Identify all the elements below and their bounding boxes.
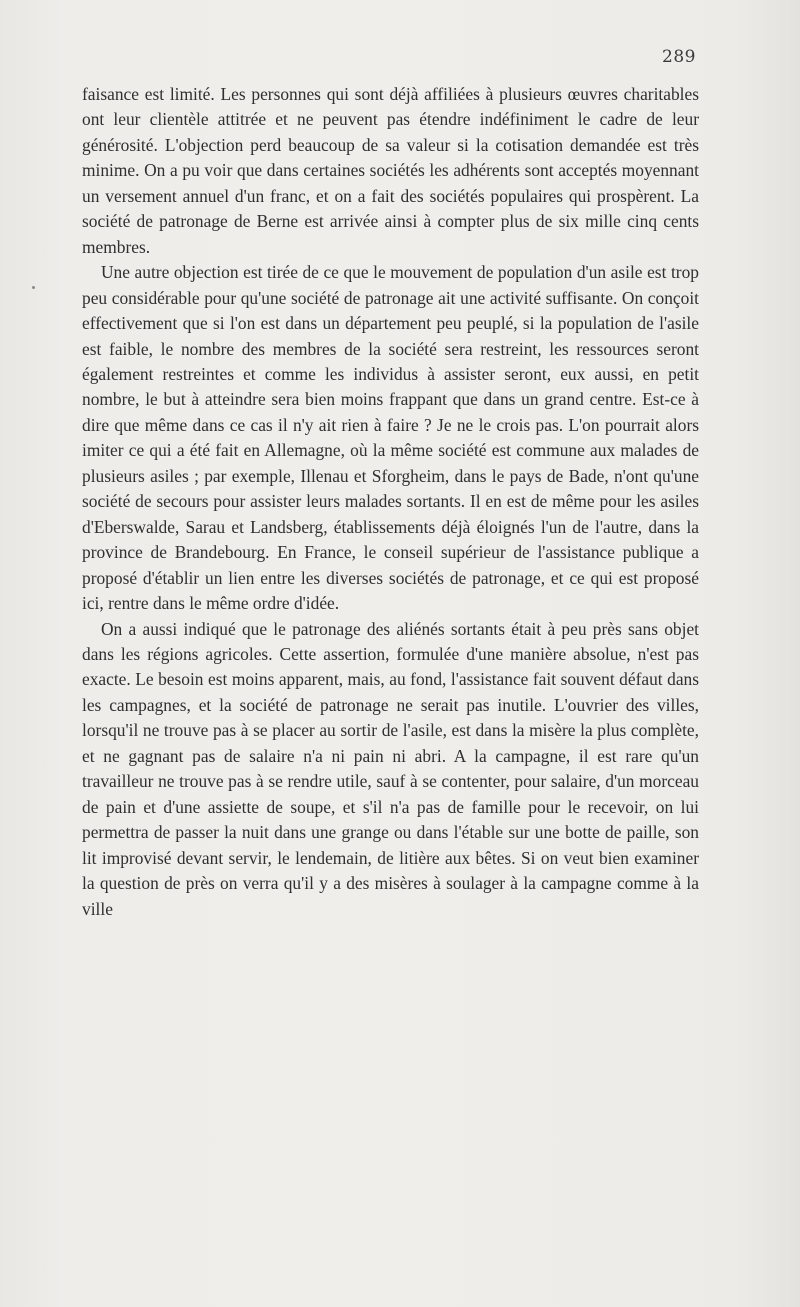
body-text <box>82 82 699 922</box>
paragraph: faisance est limité. Les personnes qui sont déjà affiliées à plusieurs œuvres charitables ont leur clientèle attitrée et ne peuvent pas étendre indéfiniment le cadre de leur générosité. L'objection perd beaucoup de sa valeur si la cotisation demandée est très minime. On a pu voir que dans certaines sociétés les adhérents sont acceptés moyennant un versement annuel d'un franc, et on a fait des sociétés populaires qui prospèrent. La société de patronage de Berne est arrivée ainsi à compter plus de six mille cinq cents membres. <box>82 84 699 257</box>
margin-mark <box>32 286 35 289</box>
page-number: 289 <box>662 47 696 67</box>
paragraph: On a aussi indiqué que le patronage des aliénés sortants était à peu près sans objet dans les régions agricoles. Cette assertion, formulée d'une manière absolue, n'est pas exacte. Le besoin est moins apparent, mais, au fond, l'assistance fait souvent défaut dans les campagnes, et la société de patronage ne serait pas inutile. L'ouvrier des villes, lorsqu'il ne trouve pas à se placer au sortir de l'asile, est dans la misère la plus complète, et ne gagnant pas de salaire n'a ni pain ni abri. A la campagne, il est rare qu'un travailleur ne trouve pas à se rendre utile, sauf à se contenter, pour salaire, d'un morceau de pain et d'une assiette de soupe, et s'il n'a pas de famille pour le recevoir, on lui permettra de passer la nuit dans une grange ou dans l'étable sur une botte de paille, son lit improvisé devant servir, le lendemain, de litière aux bêtes. Si on veut bien examiner la question de près on verra qu'il y a des misères à soulager à la campagne comme à la ville <box>82 618 699 919</box>
paragraph: Une autre objection est tirée de ce que le mouvement de population d'un asile est trop peu considérable pour qu'une société de patronage ait une activité suffisante. On conçoit effectivement que si l'on est dans un département peu peuplé, si la population de l'asile est faible, le nombre des membres de la société sera restreint, les ressources seront également restreintes et comme les individus à assister seront, eux aussi, en petit nombre, le but à atteindre sera bien moins frappant que dans un grand centre. Est-ce à dire que même dans ce cas il n'y ait rien à faire ? Je ne le crois pas. L'on pourrait alors imiter ce qui a été fait en Allemagne, où la même société est commune aux malades de plusieurs asiles ; par exemple, Illenau et Sforgheim, dans le pays de Bade, n'ont qu'une société de secours pour assister leurs malades sortants. Il en est de même pour les asiles d'Eberswalde, Sarau et Landsberg, établissements déjà éloignés l'un de l'autre, dans la province de Brandebourg. En France, le conseil supérieur de l'assistance publique a proposé d'établir un lien entre les diverses sociétés de patronage, et ce qui est proposé ici, rentre dans le même ordre d'idée. <box>82 262 699 614</box>
